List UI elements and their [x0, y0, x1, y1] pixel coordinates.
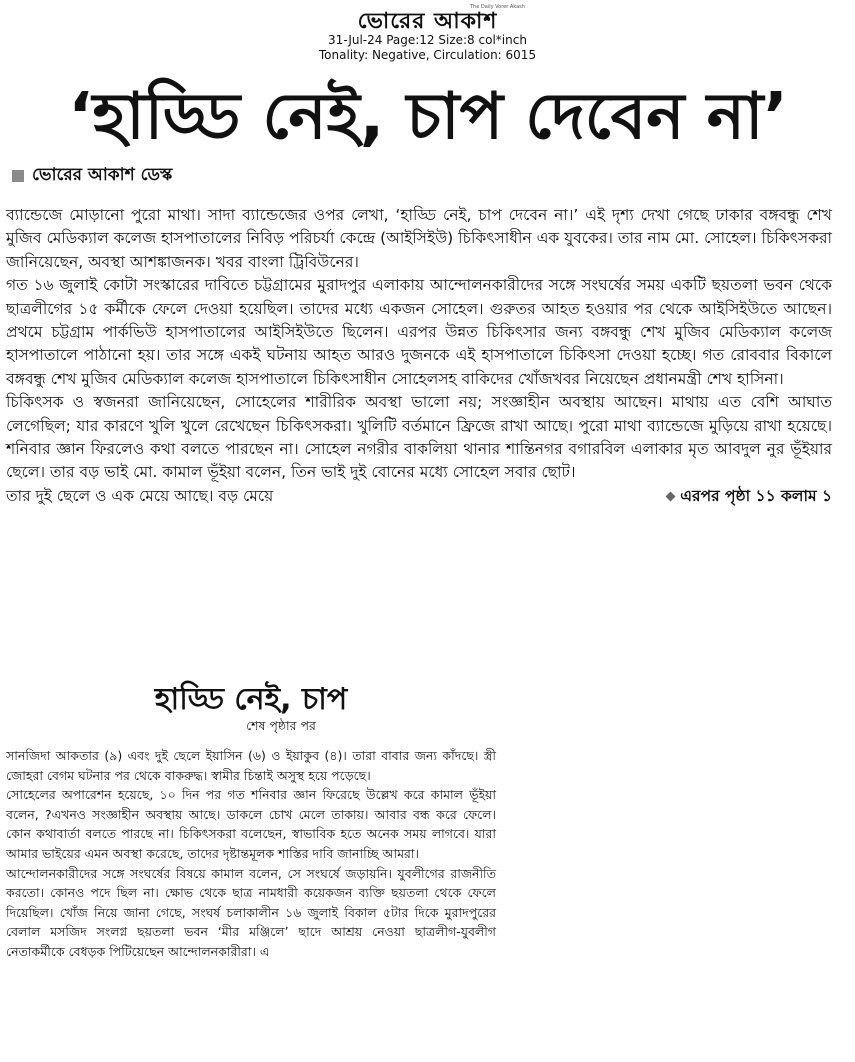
article-headline: ‘হাড্ডি নেই, চাপ দেবেন না’ — [68, 80, 788, 154]
article-paragraph: গত ১৬ জুলাই কোটা সংস্কারের দাবিতে চট্টগ্রামের মুরাদপুর এলাকায় আন্দোলনকারীদের সঙ্গে সংঘর্ষের সময় একটি ছয়তলা ভবন থেকে ছাত্রলীগের ১৫ কর্মীকে ফেলে দেওয়া হয়েছিল। তাদের মধ্যে একজন সোহেল। গুরুতর আহত হওয়ার পর থেকে আইসিইউতে আছেন। প্রথমে চট্টগ্রাম পার্কভিউ হাসপাতালের আইসিইউতে ছিলেন। এরপর উন্নত চিকিৎসার জন্য বঙ্গবন্ধু শেখ মুজিব মেডিক্যাল কলেজ হাসপাতালে পাঠানো হয়। তার সঙ্গে একই ঘটনায় আহত আরও দুজনকে এই হাসপাতালে চিকিৎসা দেওয়া হচ্ছে। গত রোববার বিকালে বঙ্গবন্ধু শেখ মুজিব মেডিক্যাল কলেজ হাসপাতালে চিকিৎসাধীন সোহেলসহ বাকিদের খোঁজখবর নিয়েছেন প্রধানমন্ত্রী শেখ হাসিনা। — [6, 276, 832, 388]
clipping-meta-tonality: Tonality: Negative, Circulation: 6015 — [318, 48, 537, 62]
diamond-icon — [666, 492, 676, 502]
continued-note-text: এরপর পৃষ্ঠা ১১ কলাম ১ — [680, 486, 832, 505]
article-last-line — [6, 485, 832, 508]
article-body — [6, 204, 832, 508]
article-last-line-text: তার দুই ছেলে ও এক মেয়ে আছে। বড় মেয়ে — [6, 486, 274, 505]
clipping-meta-date: 31-Jul-24 Page:12 Size:8 col*inch — [328, 33, 527, 47]
byline-square-icon — [12, 170, 24, 182]
article-paragraph: ব্যান্ডেজে মোড়ানো পুরো মাথা। সাদা ব্যান্ডেজের ওপর লেখা, ‘হাড্ডি নেই, চাপ দেবেন না।’ এই দৃশ্য দেখা গেছে ঢাকার বঙ্গবন্ধু শেখ মুজিব মেডিক্যাল কলেজ হাসপাতালের নিবিড় পরিচর্যা কেন্দ্রে (আইসিইউ) চিকিৎসাধীন এক যুবকের। তার নাম মো. সোহেল। চিকিৎসকরা জানিয়েছেন, অবস্থা আশঙ্কাজনক। খবর বাংলা ট্রিবিউনের। — [6, 206, 832, 271]
continued-note — [667, 485, 832, 508]
newspaper-logo: ভোরের আকাশ — [357, 9, 498, 34]
continuation-paragraph: আন্দোলনকারীদের সঙ্গে সংঘর্ষের বিষয়ে কামাল বলেন, সে সংঘর্ষে জড়ায়নি। যুবলীগের রাজনীতি করতো। কোনও পদে ছিল না। ক্ষোভ থেকে ছাত্র নামধারী কয়েকজন ব্যক্তি ছয়তলা থেকে ফেলে দিয়েছিল। খোঁজ নিয়ে জানা গেছে, সংঘর্ষ চলাকালীন ১৬ জুলাই বিকাল ৫টার দিকে মুরাদপুরের বেলাল মসজিদ সংলগ্ন ছয়তলা ভবন ‘মীর মঞ্জিলে’ ছাদে আশ্রয় নেওয়া ছাত্রলীগ-যুবলীগ নেতাকর্মীকে বেধড়ক পিটিয়েছেন আন্দোলনকারীরা। এ — [6, 865, 496, 959]
continuation-body — [6, 746, 496, 962]
article-paragraph: চিকিৎসক ও স্বজনরা জানিয়েছেন, সোহেলের শারীরিক অবস্থা ভালো নয়; সংজ্ঞাহীন অবস্থায় আছেন। মাথায় এত বেশি আঘাত লেগেছিল; যার কারণে খুলি খুলে রেখেছেন চিকিৎসকরা। খুলিটি বর্তমানে ফ্রিজে রাখা আছে। পুরো মাথা ব্যান্ডেজে মুড়িয়ে রাখা হয়েছে। শনিবার জ্ঞান ফিরলেও কথা বলতে পারছেন না। সোহেল নগরীর বাকলিয়া থানার শান্তিনগর বগারবিল এলাকার মৃত আবদুল নুর ভূঁইয়ার ছেলে। তার বড় ভাই মো. কামাল ভূঁইয়া বলেন, তিন ভাই দুই বোনের মধ্যে সোহেল সবার ছোট। — [6, 393, 832, 482]
byline-text: ভোরের আকাশ ডেস্ক — [32, 165, 173, 185]
continuation-block — [6, 680, 496, 962]
newspaper-logo-tagline: The Daily Vorer Akash — [470, 4, 525, 10]
continuation-paragraph: সানজিদা আকতার (৯) এবং দুই ছেলে ইয়াসিন (৬) ও ইয়াকুব (৪)। তারা বাবার জন্য কাঁদছে। স্ত্রী জোহরা বেগম ঘটনার পর থেকে বাকরুদ্ধ। স্বামীর চিন্তাই অসুস্থ হয়ে পড়েছে। — [6, 748, 496, 783]
continuation-subtitle: শেষ পৃষ্ঠার পর — [246, 718, 316, 733]
continuation-paragraph: সোহেলের অপারেশন হয়েছে, ১০ দিন পর গত শনিবার জ্ঞান ফিরেছে উল্লেখ করে কামাল ভূঁইয়া বলেন, ?এখনও সংজ্ঞাহীন অবস্থায় আছে। ডাকলে চোখ মেলে তাকায়। আবার বন্ধ করে ফেলে। কোন কথাবার্তা বলতে পারছে না। চিকিৎসকরা বলেছেন, স্বাভাবিক হতে অনেক সময় লাগবে। যারা আমার ভাইয়ের এমন অবস্থা করেছে, তাদের দৃষ্টান্তমূলক শাস্তির দাবি জানাচ্ছি আমরা। — [6, 787, 496, 861]
byline — [12, 162, 172, 190]
continuation-title: হাড্ডি নেই, চাপ — [154, 682, 348, 717]
